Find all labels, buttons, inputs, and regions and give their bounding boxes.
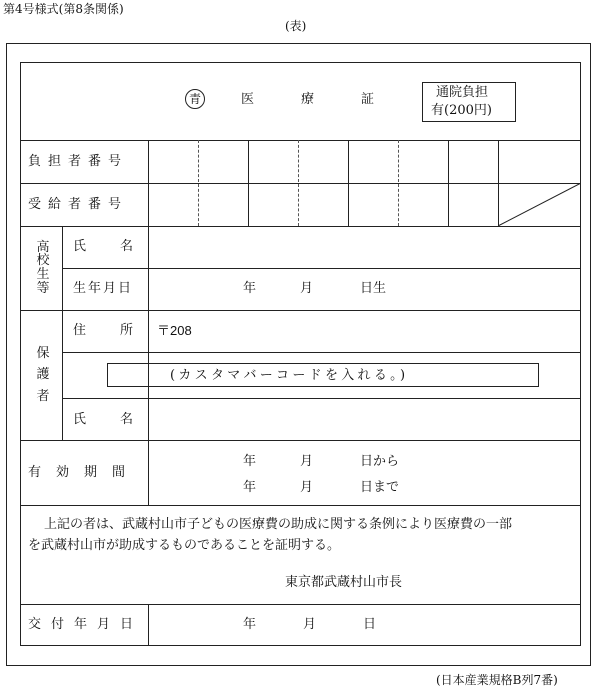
digit-divider xyxy=(448,140,449,226)
birth-month: 月 xyxy=(300,281,314,296)
guardian-group-char: 護 xyxy=(36,367,50,383)
rule xyxy=(20,226,581,227)
validity-to-year: 年 xyxy=(243,480,257,495)
rule xyxy=(20,310,581,311)
rule xyxy=(148,440,149,505)
student-group-char: 校 xyxy=(36,253,50,269)
guardian-group-label xyxy=(32,330,54,420)
rule xyxy=(62,352,581,353)
digit-divider xyxy=(398,140,399,226)
postal-code: 〒208 xyxy=(157,323,192,338)
unused-cell-slash xyxy=(498,183,581,226)
certification-line-2: を武蔵村山市が助成するものであることを証明する。 xyxy=(28,538,341,553)
certificate-frame xyxy=(20,62,581,646)
title-char: 医 xyxy=(241,92,255,107)
payer-number-label: 負担者番号 xyxy=(28,154,129,169)
rule xyxy=(148,140,149,440)
title-char: 証 xyxy=(361,92,375,107)
rule xyxy=(20,183,581,184)
copay-line-1: 通院負担 xyxy=(436,85,489,100)
student-group-char: 生 xyxy=(36,267,50,282)
blue-mark-label: 青 xyxy=(188,92,201,106)
rule xyxy=(62,398,581,399)
rule xyxy=(62,226,63,310)
student-group-label xyxy=(32,230,54,306)
rule xyxy=(20,604,581,605)
certification-line-1: 上記の者は、武蔵村山市子どもの医療費の助成に関する条例により医療費の一部 xyxy=(44,517,513,532)
rule xyxy=(20,440,581,441)
guardian-name-label: 氏名 xyxy=(73,412,168,427)
paper-size-note: (日本産業規格B列7番) xyxy=(436,673,558,687)
birth-day: 日生 xyxy=(360,281,387,296)
blue-mark-icon xyxy=(185,89,205,109)
rule xyxy=(148,604,149,646)
rule xyxy=(62,310,63,440)
validity-label: 有効期間 xyxy=(28,465,141,480)
student-group-char: 高 xyxy=(36,239,50,255)
guardian-group-char: 保 xyxy=(36,345,50,361)
issue-date-label: 交付年月日 xyxy=(28,617,144,632)
address-label: 住所 xyxy=(73,323,168,338)
validity-from-day: 日から xyxy=(360,454,400,469)
rule xyxy=(20,505,581,506)
validity-to-month: 月 xyxy=(300,480,314,495)
validity-from-year: 年 xyxy=(243,454,257,469)
issuer-name: 東京都武蔵村山市長 xyxy=(285,575,403,590)
title-char: 療 xyxy=(301,92,315,107)
validity-to-day: 日まで xyxy=(360,480,400,495)
rule xyxy=(20,140,581,141)
issue-year: 年 xyxy=(243,617,257,632)
digit-divider xyxy=(298,140,299,226)
validity-from-month: 月 xyxy=(300,454,314,469)
student-name-label: 氏名 xyxy=(73,239,168,254)
birth-year: 年 xyxy=(243,281,257,296)
form-number: 第4号様式(第8条関係) xyxy=(3,2,124,16)
barcode-text: (カスタマバーコードを入れる。) xyxy=(170,368,409,383)
issue-month: 月 xyxy=(303,617,317,632)
digit-divider xyxy=(248,140,249,226)
side-label: (表) xyxy=(285,19,307,33)
digit-divider xyxy=(348,140,349,226)
digit-divider xyxy=(198,140,199,226)
recipient-number-label: 受給者番号 xyxy=(28,197,129,212)
birth-date-label: 生年月日 xyxy=(73,281,134,296)
guardian-group-char: 者 xyxy=(36,388,50,404)
issue-day: 日 xyxy=(363,617,377,632)
copay-line-2: 有(200円) xyxy=(431,103,492,118)
rule xyxy=(62,268,581,269)
student-group-char: 等 xyxy=(36,280,50,296)
